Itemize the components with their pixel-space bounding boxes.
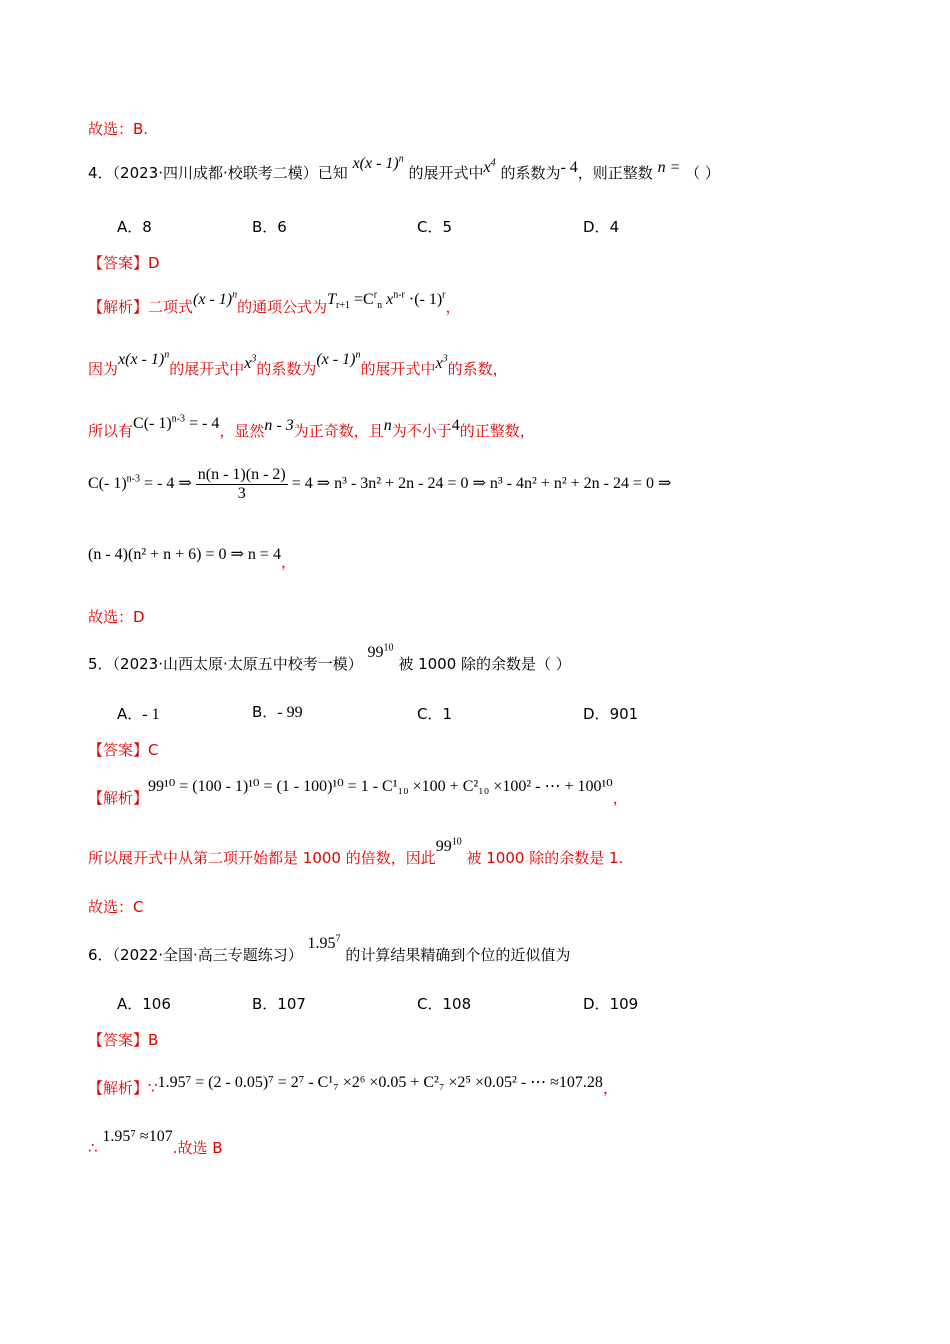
q4-analysis-2: 因为x(x - 1)$^n$的展开式中$x^3$的系数为(x - 1)$^n$的展开式中$x^3$的系数， <box>88 349 508 378</box>
q4-analysis-1 <box>88 289 461 317</box>
q4-answer: 【答案】D <box>88 254 160 272</box>
q4-analysis-5: (n - 4)(n² + n + 6) = 0 ⇒ n = 4， <box>88 546 296 571</box>
q6-option-d[interactable]: D．109 <box>583 995 639 1013</box>
q5-number: 5． <box>88 655 113 673</box>
q4-a3-n3: n - 3 <box>264 417 294 434</box>
q4-option-b[interactable]: B．6 <box>252 218 287 236</box>
q6-expr: 1.95$^7$ <box>307 933 341 952</box>
q4-a2-x: $x^3$ <box>244 353 257 372</box>
q4-a1-text: 二项式 <box>148 298 194 316</box>
q6-answer: 【答案】B <box>88 1031 159 1049</box>
q5-a2-expr: $99^{10}$ <box>435 836 462 855</box>
q4-a4-lhs: C(- 1)$^{n-3}$ <box>88 473 140 493</box>
q6-a2-formula: 1.95⁷ ≈107 <box>102 1128 173 1145</box>
because-icon: ∵ <box>148 1079 158 1097</box>
q5-option-a[interactable]: A．- 1 <box>117 705 160 723</box>
q4-a4-eq1: = - 4 ⇒ <box>144 475 192 493</box>
q4-number: 4． <box>88 164 113 182</box>
q6-option-b[interactable]: B．107 <box>252 995 306 1013</box>
q4-a1-formula: $T_{r+1} =C^r_n$ $x^{n-r}$ ·(- 1)$^r$ <box>327 289 446 312</box>
q5-stem <box>88 642 571 674</box>
q5-option-c[interactable]: C．1 <box>417 705 453 723</box>
q4-expr3: n = <box>657 159 681 176</box>
q4-option-c[interactable]: C．5 <box>417 218 453 236</box>
q4-stem-c: 的系数为 <box>500 164 561 182</box>
q6-source: （2022·全国·高三专题练习） <box>112 946 303 964</box>
q4-bracket: （ ） <box>685 164 720 182</box>
q4-stem-d: ，则正整数 <box>577 164 653 182</box>
q5-analysis-2: 所以展开式中从第二项开始都是 1000 的倍数，因此$99^{10}$ 被 1000 除的余数是 1. <box>88 836 624 867</box>
q4-a2-expr: x(x - 1)$^n$ <box>118 349 170 368</box>
analysis-tag: 【解析】 <box>88 298 149 316</box>
q5-conclusion: 故选：C <box>88 898 144 916</box>
q5-source: （2023·山西太原·太原五中校考一模） <box>112 655 363 673</box>
q4-analysis-4 <box>88 466 671 503</box>
q4-a1-end: ， <box>445 298 461 316</box>
q3-conclusion: 故选：B. <box>88 120 149 138</box>
q5-option-d[interactable]: D．901 <box>583 705 639 723</box>
q5-answer: 【答案】C <box>88 741 159 759</box>
q4-a2-x2: $x^3$ <box>435 353 448 372</box>
q6-stem <box>88 933 571 965</box>
q4-expr1: x(x - 1)$^n$ <box>352 153 404 172</box>
q5-expr: $99^{10}$ <box>367 642 394 661</box>
q4-source: （2023·四川成都·校联考二模） <box>112 164 318 182</box>
q6-number: 6． <box>88 946 113 964</box>
q4-a3-four: 4 <box>451 417 460 434</box>
q4-stem-b: 的展开式中 <box>408 164 484 182</box>
q4-a4-fraction: $\frac{n(n - 1)(n - 2)}{3}$ <box>197 466 286 502</box>
q4-a5-formula: (n - 4)(n² + n + 6) = 0 ⇒ n = 4 <box>88 546 281 563</box>
q4-expr2: $x^4$ <box>483 157 496 176</box>
q4-stem <box>88 153 720 183</box>
q4-a1-text2: 的通项公式为 <box>237 298 328 316</box>
q6-option-c[interactable]: C．108 <box>417 995 472 1013</box>
q4-conclusion: 故选：D <box>88 608 145 626</box>
q6-analysis-1: 【解析】∵1.95⁷ = (2 - 0.05)⁷ = 2⁷ - C¹₇ ×2⁶ ×0.05 + C²₇ ×2⁵ ×0.05² - ⋯ ≈107.28， <box>88 1074 618 1097</box>
q4-coef: - 4 <box>560 159 578 176</box>
q5-option-b[interactable]: B．- 99 <box>252 703 303 721</box>
q4-option-d[interactable]: D．4 <box>583 218 620 236</box>
q5-a1-formula: 99¹⁰ = (100 - 1)¹⁰ = (1 - 100)¹⁰ = 1 - C¹₁₀ ×100 + C²₁₀ ×100² - ⋯ + 100¹⁰ <box>148 778 613 795</box>
q6-option-a[interactable]: A．106 <box>117 995 171 1013</box>
q5-analysis-1: 【解析】99¹⁰ = (100 - 1)¹⁰ = (1 - 100)¹⁰ = 1 - C¹₁₀ ×100 + C²₁₀ ×100² - ⋯ + 100¹⁰， <box>88 778 628 807</box>
q4-a4-rest: = 4 ⇒ n³ - 3n² + 2n - 24 = 0 ⇒ n³ - 4n² + n² + 2n - 24 = 0 ⇒ <box>291 475 672 493</box>
q4-analysis-3: 所以有C(- 1)$^{n-3}$ = - 4，显然n - 3为正奇数，且n为不小于4的正整数， <box>88 413 535 440</box>
q4-a3-n: n <box>383 417 392 434</box>
q4-option-a[interactable]: A．8 <box>117 218 152 236</box>
q4-a2-expr2: (x - 1)$^n$ <box>316 349 361 368</box>
therefore-icon: ∴ <box>88 1139 98 1157</box>
q6-analysis-2: ∴ 1.95⁷ ≈107.故选 B <box>88 1128 223 1157</box>
q6-stem-text: 的计算结果精确到个位的近似值为 <box>345 946 571 964</box>
q6-a1-formula: 1.95⁷ = (2 - 0.05)⁷ = 2⁷ - C¹₇ ×2⁶ ×0.05 + C²₇ ×2⁵ ×0.05² - ⋯ ≈107.28 <box>157 1074 603 1091</box>
q4-stem-a: 已知 <box>317 164 348 182</box>
q4-a3-expr: C(- 1)$^{n-3}$ = - 4 <box>133 413 220 432</box>
q4-a1-expr: (x - 1)$^n$ <box>193 289 238 308</box>
q5-stem-text: 被 1000 除的余数是（ ） <box>398 655 571 673</box>
